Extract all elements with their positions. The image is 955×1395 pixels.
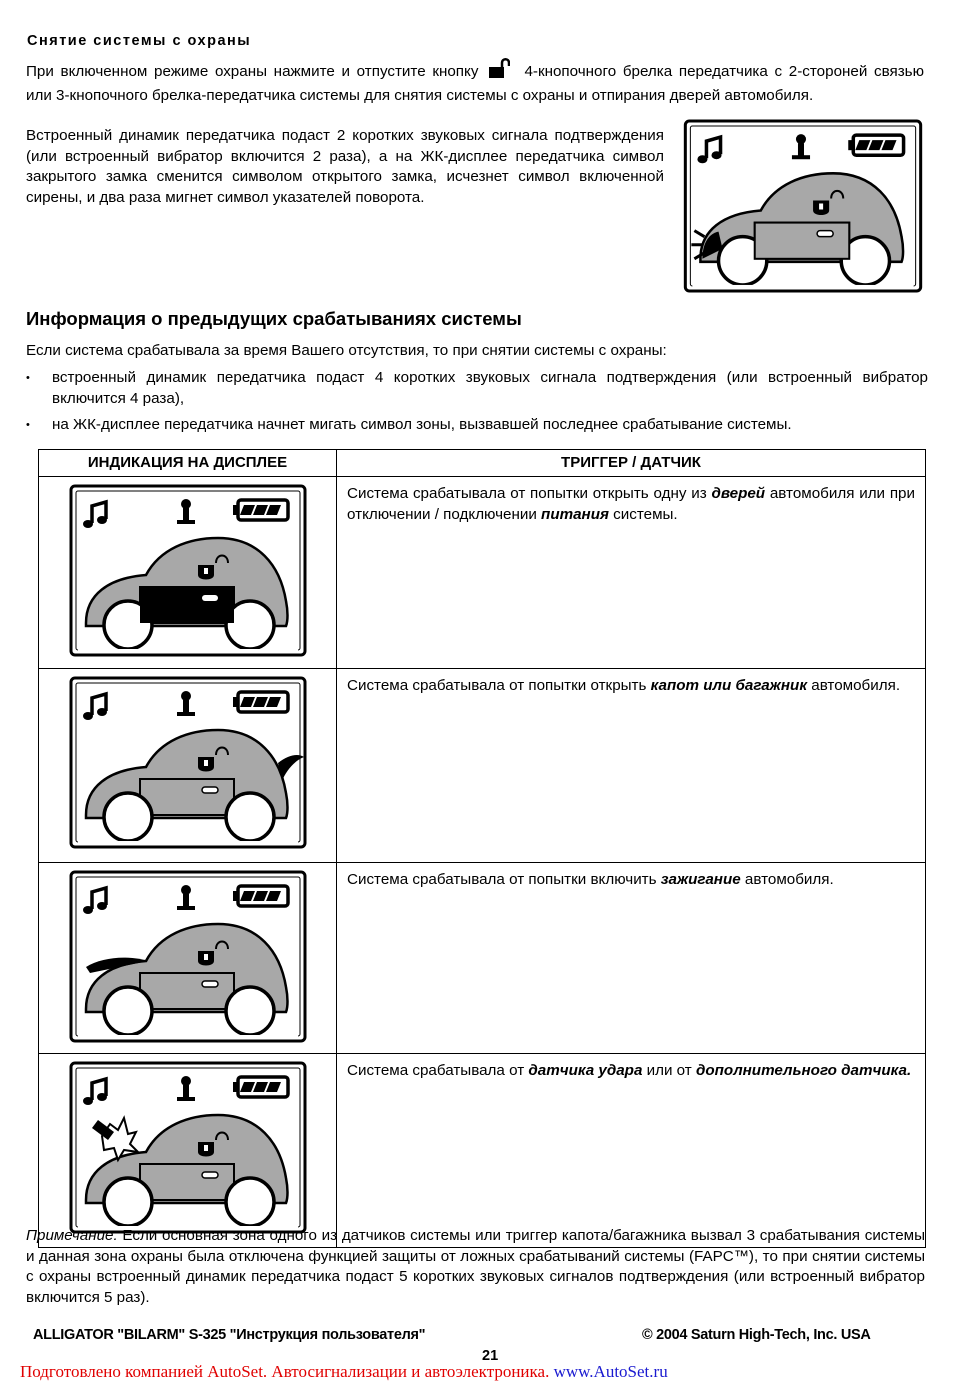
display-cell: [39, 477, 337, 669]
lcd-disarmed-display: [682, 118, 924, 301]
page-number: 21: [482, 1348, 499, 1364]
table-row: [39, 669, 926, 863]
trigger-text: автомобиля.: [740, 871, 834, 888]
table-row: [39, 1054, 926, 1248]
trigger-text: автомобиля или при отключении / подключении: [347, 485, 915, 523]
trigger-text: или от: [642, 1062, 696, 1079]
section-title-disarm: Снятие системы с охраны: [27, 33, 252, 49]
unlock-icon: [488, 57, 510, 86]
disarm-paragraph: [26, 57, 924, 106]
autoset-banner: [20, 1362, 668, 1383]
section-title-history: Информация о предыдущих срабатываниях системы: [26, 308, 522, 329]
note-paragraph: [26, 1226, 925, 1308]
trigger-text: Система срабатывала от попытки включить: [347, 871, 661, 888]
trigger-emphasis: датчика удара: [528, 1062, 643, 1079]
bullet-item: • на ЖК-дисплее передатчика начнет мигать символ зоны, вызвавшей последнее срабатывание системы.: [26, 415, 928, 436]
trigger-cell: [337, 863, 926, 1054]
trigger-emphasis: зажигание: [660, 871, 741, 888]
note-label: Примечание:: [26, 1227, 118, 1244]
display-cell: [39, 1054, 337, 1248]
disarm-text-start: При включенном режиме охраны нажмите и отпустите кнопку: [26, 63, 479, 80]
lcd-door-power-icon: [68, 483, 308, 658]
lcd-shock-sensor-icon: [68, 1060, 308, 1235]
trigger-text: Система срабатывала от попытки открыть: [347, 677, 651, 694]
footer-copyright: © 2004 Saturn High-Tech, Inc. USA: [642, 1327, 871, 1343]
table-row: [39, 477, 926, 669]
history-bullets: [26, 368, 928, 442]
header-trigger: ТРИГГЕР / ДАТЧИК: [337, 450, 926, 477]
trigger-emphasis: капот или багажник: [650, 677, 808, 694]
trigger-cell: [337, 669, 926, 863]
note-text: Если основная зона одного из датчиков системы или триггер капота/багажника вызвал 3 срабатывания системы и данная зона охраны была отключена функцией защиты от ложных срабатываний системы (FAPC™), то при снятии системы с охраны встроенный динамик передатчика подаст 5 коротких звуковых сигналов подтверждения (или встроенный вибратор включится 5 раз).: [26, 1227, 925, 1306]
autoset-text: Подготовлено компанией AutoSet. Автосигнализации и автоэлектроника.: [20, 1362, 554, 1381]
table-row: [39, 863, 926, 1054]
trigger-text: системы.: [608, 505, 678, 523]
autoset-link[interactable]: www.AutoSet.ru: [553, 1362, 668, 1381]
trigger-emphasis: питания: [541, 505, 609, 523]
lcd-hood-trunk-icon: [68, 675, 308, 850]
trigger-text: автомобиля.: [807, 677, 901, 694]
header-display: ИНДИКАЦИЯ НА ДИСПЛЕЕ: [39, 450, 337, 477]
history-intro: Если система срабатывала за время Вашего отсутствия, то при снятии системы с охраны:: [26, 342, 667, 359]
trigger-cell: [337, 1054, 926, 1248]
lcd-ignition-icon: [68, 869, 308, 1044]
confirmation-paragraph: Встроенный динамик передатчика подаст 2 коротких звуковых сигнала подтверждения (или встроенный вибратор включится 2 раза), а на ЖК-дисплее передатчика символ закрытого замка сменится символом открытого замка, исчезнет символ включенной сирены, и два раза мигнет символ указателей поворота.: [26, 127, 664, 206]
bullet-item: • встроенный динамик передатчика подаст 4 коротких звуковых сигнала подтверждения (или встроенный вибратор включится 4 раза),: [26, 368, 928, 409]
trigger-cell: [337, 477, 926, 669]
disarm-text-end: 4-кнопочного брелка передатчика с 2-стороней связью или 3-кнопочного брелка-передатчика системы для снятия системы с охраны и отпирания дверей автомобиля.: [26, 63, 924, 104]
trigger-text: Система срабатывала от попытки открыть одну из: [347, 485, 712, 502]
trigger-emphasis: дверей: [711, 485, 766, 502]
display-cell: [39, 863, 337, 1054]
display-cell: [39, 669, 337, 863]
trigger-emphasis: дополнительного датчика.: [695, 1062, 912, 1079]
trigger-text: Система срабатывала от: [347, 1062, 529, 1079]
indication-table: [38, 449, 926, 1248]
footer-title: ALLIGATOR "BILARM" S-325 "Инструкция пользователя": [33, 1327, 426, 1343]
